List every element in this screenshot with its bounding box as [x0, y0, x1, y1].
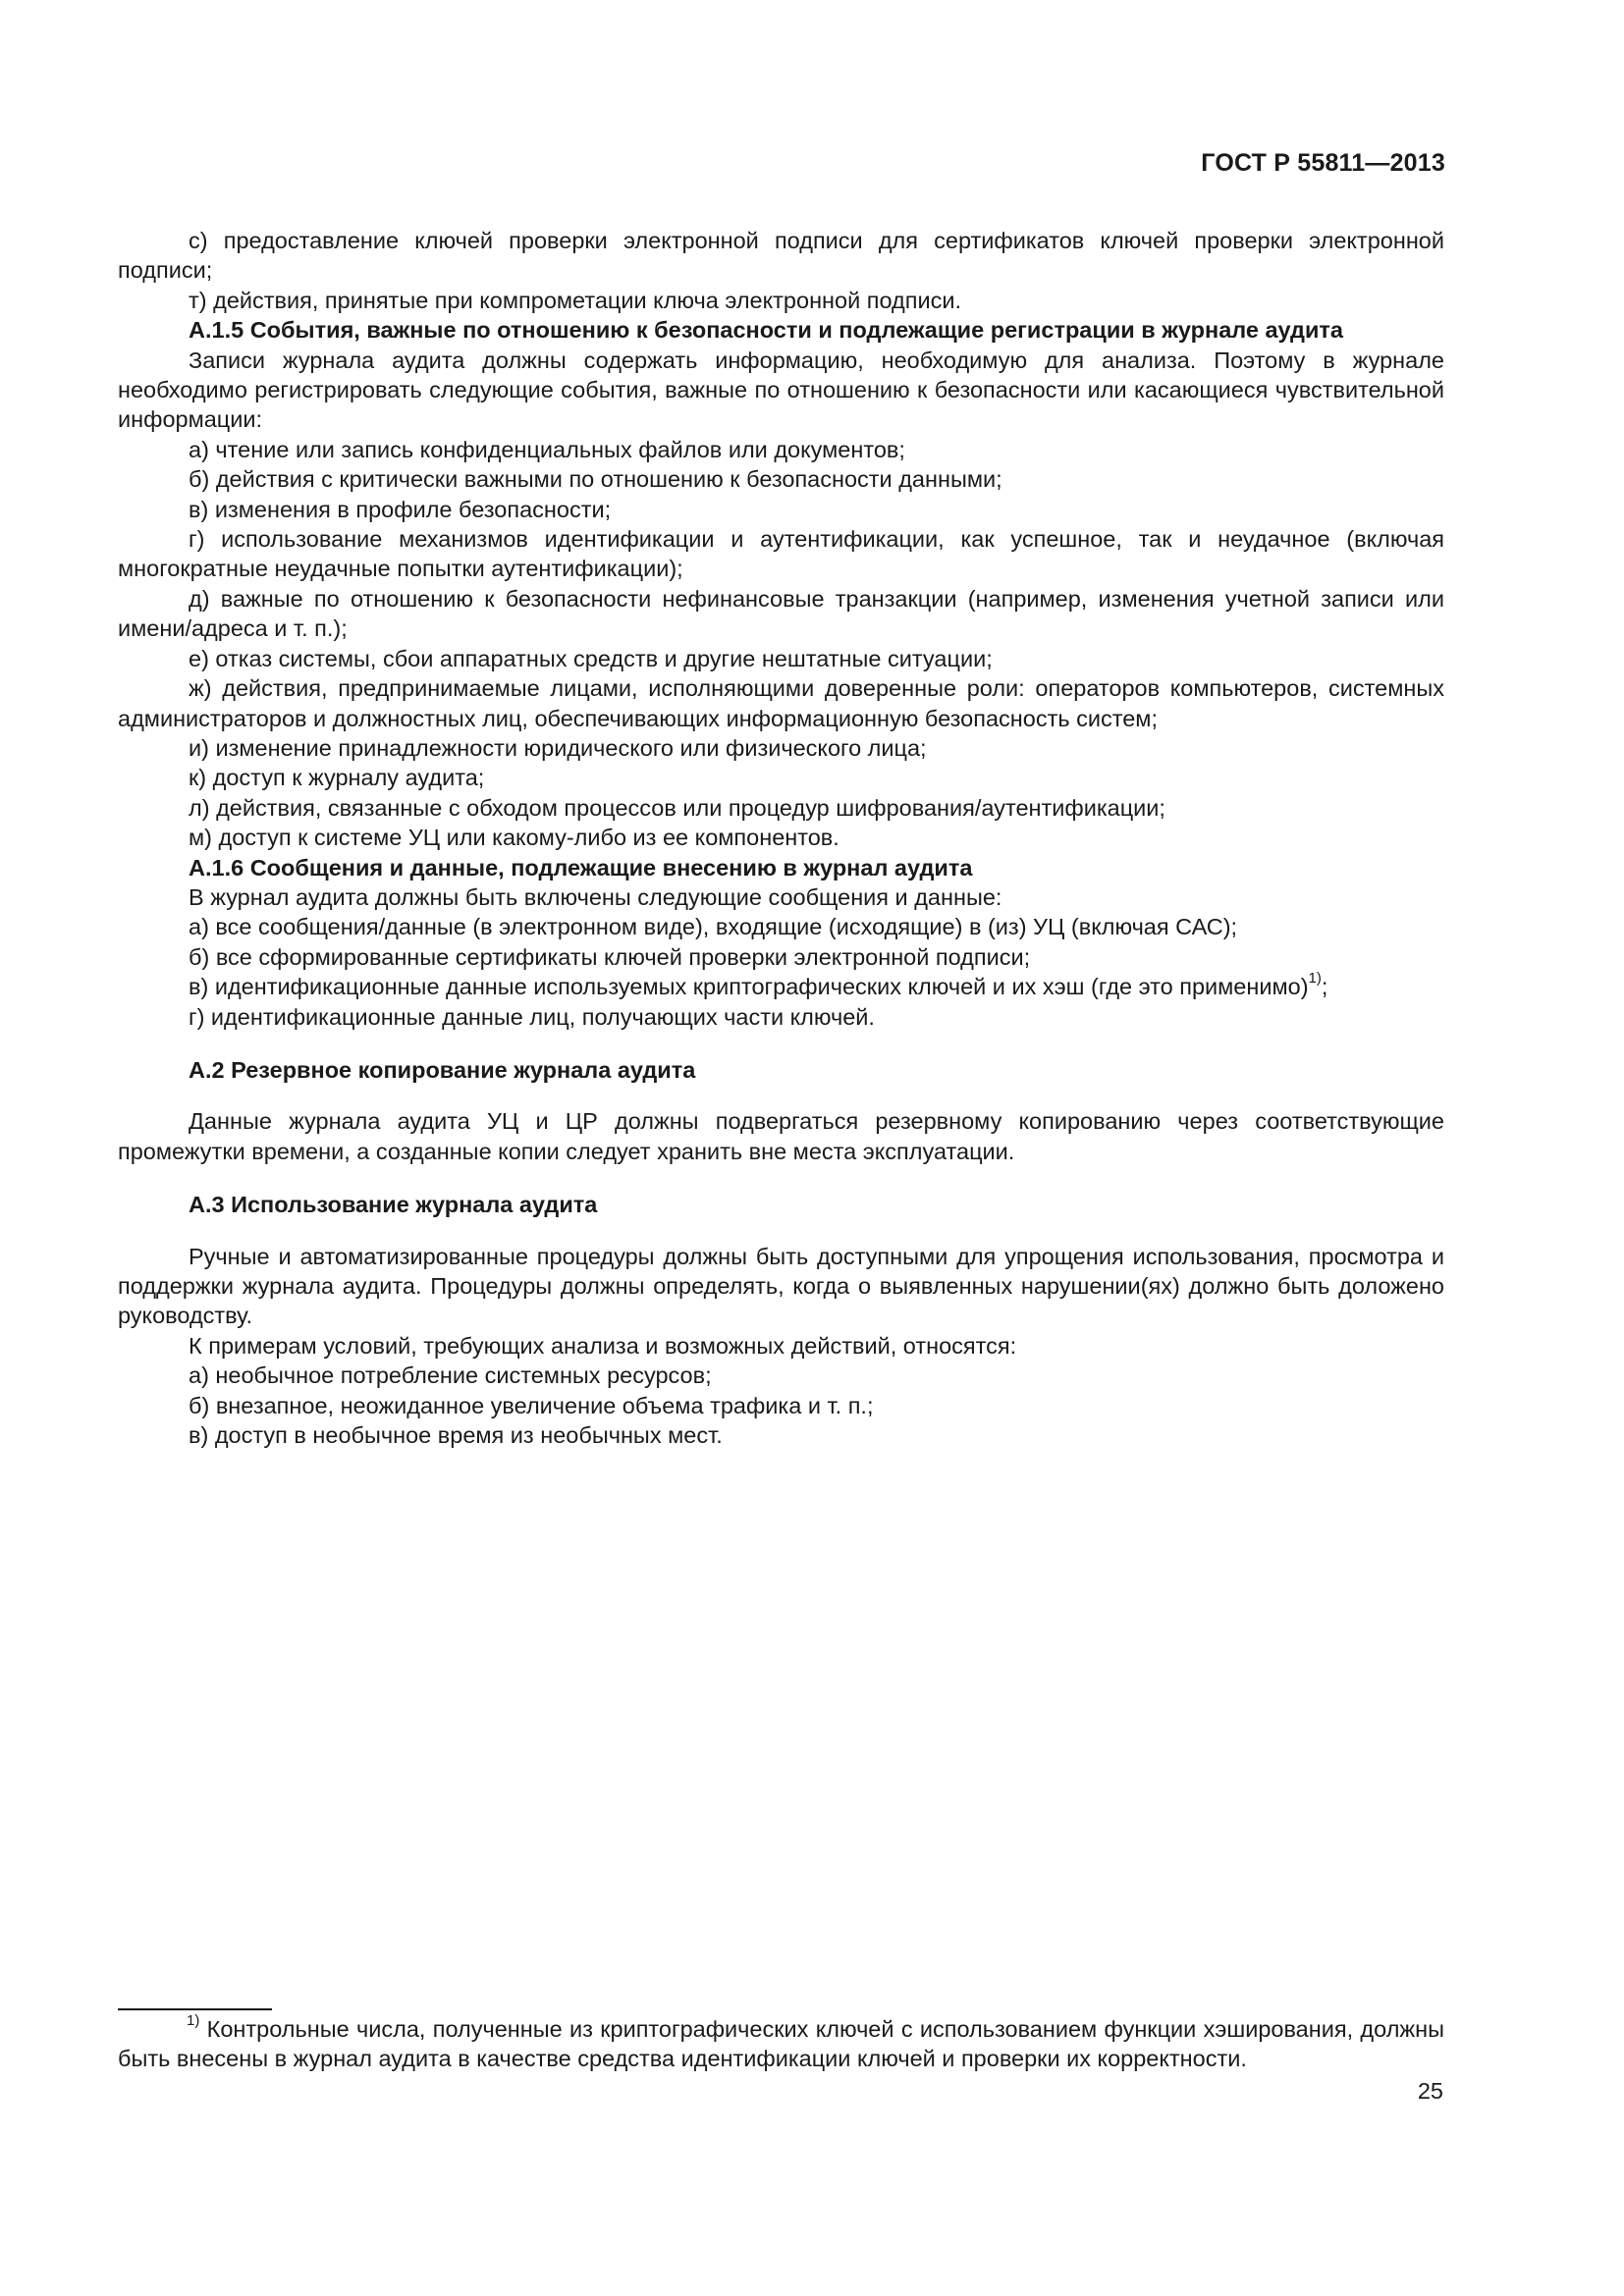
- list-item-a16-v-end: ;: [1321, 974, 1328, 1000]
- spacer: [118, 1085, 1444, 1106]
- paragraph-a16-intro: В журнал аудита должны быть включены следующие сообщения и данные:: [189, 883, 1002, 910]
- footnote-divider: [118, 2008, 272, 2010]
- list-item-a3-b: б) внезапное, неожиданное увеличение объема трафика и т. п.;: [189, 1392, 874, 1418]
- list-item-a: а) чтение или запись конфиденциальных файлов или документов;: [189, 436, 905, 462]
- document-body: [118, 226, 1444, 1450]
- list-item-t: т) действия, принятые при компрометации ключа электронной подписи.: [189, 287, 961, 313]
- spacer: [118, 1220, 1444, 1242]
- list-item-g: г) использование механизмов идентификации и аутентификации, как успешное, так и неудачное (включая многократные неудачные попытки аутентификации);: [118, 526, 1444, 582]
- list-item-a3-v: в) доступ в необычное время из необычных мест.: [189, 1422, 723, 1449]
- list-item-s: с) предоставление ключей проверки электронной подписи для сертификатов ключей проверки электронной подписи;: [118, 228, 1444, 284]
- list-item-d: д) важные по отношению к безопасности нефинансовые транзакции (например, изменения учетной записи или имени/адреса и т. п.);: [118, 585, 1444, 642]
- document-id-header: ГОСТ Р 55811—2013: [1201, 149, 1445, 177]
- spacer: [118, 1032, 1444, 1055]
- footnote-ref: 1): [1308, 970, 1322, 988]
- section-heading-a3: А.3 Использование журнала аудита: [189, 1192, 598, 1218]
- list-item-k: к) доступ к журналу аудита;: [189, 765, 485, 791]
- list-item-zh: ж) действия, предпринимаемые лицами, исполняющими доверенные роли: операторов компьютеров, системных администраторов и должностных лиц, обеспечивающих информационную безопасность систем;: [118, 675, 1444, 731]
- list-item-a16-v-text: в) идентификационные данные используемых криптографических ключей и их хэш (где это применимо): [189, 974, 1309, 1000]
- paragraph-a2: Данные журнала аудита УЦ и ЦР должны подвергаться резервному копированию через соответствующие промежутки времени, а созданные копии следует хранить вне места эксплуатации.: [118, 1108, 1444, 1164]
- section-heading-a2: А.2 Резервное копирование журнала аудита: [189, 1056, 696, 1083]
- list-item-v: в) изменения в профиле безопасности;: [189, 496, 612, 522]
- footnote-paragraph: [118, 2014, 1444, 2073]
- paragraph-a15-intro: Записи журнала аудита должны содержать информацию, необходимую для анализа. Поэтому в журнале необходимо регистрировать следующие события, важные по отношению к безопасности или касающиеся чувствительной информации:: [118, 347, 1444, 433]
- list-item-i: и) изменение принадлежности юридического или физического лица;: [189, 734, 927, 761]
- list-item-a16-v: [118, 972, 1444, 1001]
- spacer: [118, 1166, 1444, 1190]
- list-item-b: б) действия с критически важными по отношению к безопасности данными;: [189, 466, 1002, 493]
- list-item-a16-g: г) идентификационные данные лиц, получающих части ключей.: [189, 1003, 875, 1030]
- list-item-a16-a: а) все сообщения/данные (в электронном виде), входящие (исходящие) в (из) УЦ (включая САС);: [189, 914, 1238, 940]
- list-item-a16-b: б) все сформированные сертификаты ключей проверки электронной подписи;: [189, 943, 1031, 970]
- list-item-a3-a: а) необычное потребление системных ресурсов;: [189, 1362, 712, 1389]
- footnote-text: Контрольные числа, полученные из криптографических ключей с использованием функции хэширования, должны быть внесены в журнал аудита в качестве средства идентификации ключей и проверки их корректности.: [118, 2016, 1444, 2071]
- list-item-l: л) действия, связанные с обходом процессов или процедур шифрования/аутентификации;: [189, 794, 1165, 821]
- paragraph-a3: Ручные и автоматизированные процедуры должны быть доступными для упрощения использования, просмотра и поддержки журнала аудита. Процедуры должны определять, когда о выявленных нарушении(ях) должно быть доложено руководству.: [118, 1243, 1444, 1329]
- paragraph-a3-examples: К примерам условий, требующих анализа и возможных действий, относятся:: [189, 1332, 1017, 1359]
- section-heading-a16: А.1.6 Сообщения и данные, подлежащие внесению в журнал аудита: [189, 854, 973, 881]
- list-item-e: е) отказ системы, сбои аппаратных средств и другие нештатные ситуации;: [189, 645, 993, 671]
- footnote-marker: 1): [187, 2012, 200, 2030]
- section-heading-a15: А.1.5 События, важные по отношению к безопасности и подлежащие регистрации в журнале аудита: [189, 317, 1343, 344]
- list-item-m: м) доступ к системе УЦ или какому-либо из ее компонентов.: [189, 825, 839, 851]
- page-number: 25: [1417, 2078, 1443, 2104]
- footnote: [118, 2014, 1444, 2073]
